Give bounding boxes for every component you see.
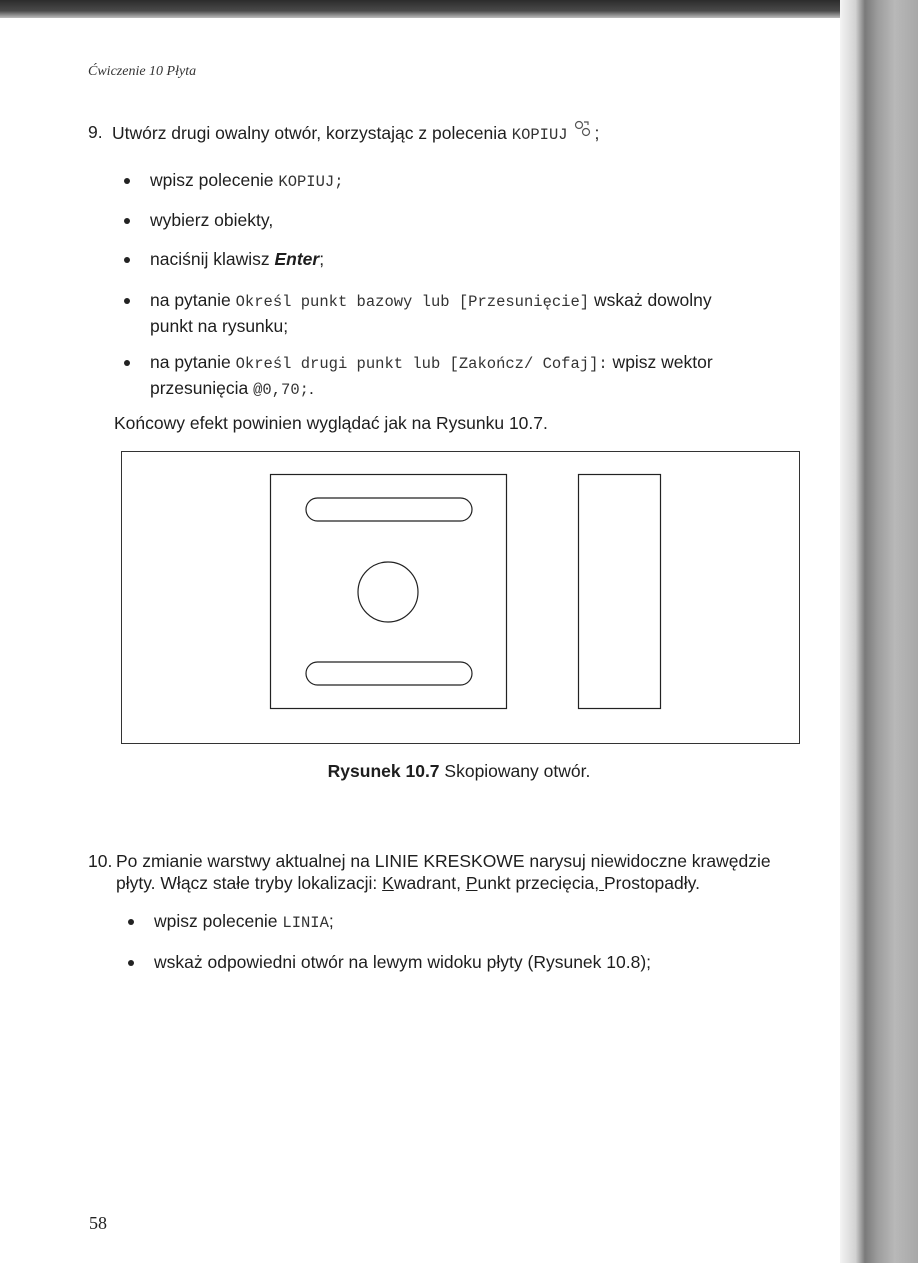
bullet-dot [124,218,130,224]
step-10-line2 [116,870,700,896]
page-top-edge [0,0,918,18]
mode-kwadrant: wadrant, [393,873,466,893]
list-item [150,247,324,271]
list-item [154,909,334,935]
list-item [150,168,344,194]
step-text [112,119,599,148]
round-hole [358,562,418,622]
plate-side-view [579,475,661,709]
hotkey-p: P [465,873,478,893]
item-text-line2: przesunięcia [150,378,254,398]
item-command: LINIA [282,914,329,932]
step-9-suffix: ; [594,123,600,143]
hotkey-k: K [382,873,394,893]
figure-caption [0,761,918,782]
bullet-dot [124,360,130,366]
item-vector: @0,70; [253,381,309,399]
item-text: wpisz polecenie [154,911,283,931]
caption-text: Skopiowany otwór. [439,761,591,781]
step-9-command: KOPIUJ [511,126,568,144]
step-number: 10. [88,851,113,871]
item-prompt: Określ punkt bazowy lub [Przesunięcie] [235,293,590,311]
item-text-end: wskaż dowolny [589,290,712,310]
item-text: na pytanie [150,352,236,372]
list-item [154,950,651,974]
oval-hole-top [306,498,472,521]
list-item [150,350,800,402]
running-header: Ćwiczenie 10 Płyta [88,64,197,79]
item-suffix: ; [328,911,334,931]
item-key: Enter [274,249,320,269]
item-command: KOPIUJ; [278,173,344,191]
bullet-dot [128,960,134,966]
item-prompt: Określ drugi punkt lub [Zakończ/ Cofaj]: [235,355,608,373]
step-10-line1: Po zmianie warstwy aktualnej na LINIE KRESKOWE narysuj niewidoczne krawędzie [116,851,771,871]
item-suffix: . [308,378,314,398]
page-number: 58 [89,1213,107,1233]
figure-drawing [121,451,801,745]
item-text: naciśnij klawisz [150,249,275,269]
step-number: 9. [88,122,103,142]
item-text: na pytanie [150,290,236,310]
step-9-text: Utwórz drugi owalny otwór, korzystając z polecenia [112,123,507,143]
oval-hole-copy [306,662,472,685]
bullet-dot [124,298,130,304]
list-item [150,208,273,232]
item-suffix: ; [319,249,325,269]
item-text-line2: punkt na rysunku; [150,316,289,336]
mode-prostopadly: Prostopadły. [603,873,700,893]
list-item [150,288,800,338]
result-text: Końcowy efekt powinien wyglądać jak na Rysunku 10.7. [114,413,548,433]
item-text: wybierz obiekty, [150,210,274,230]
bullet-dot [128,919,134,925]
caption-label: Rysunek 10.7 [327,761,440,781]
item-text-end: wpisz wektor [607,352,713,372]
step-10-line2-text: płyty. Włącz stałe tryby lokalizacji: [116,873,383,893]
mode-punkt-przeciecia: unkt przecięcia, [477,873,600,893]
item-text: wpisz polecenie [150,170,279,190]
bullet-dot [124,178,130,184]
figure-frame [122,452,800,744]
copy-icon [572,119,594,141]
item-text: wskaż odpowiedni otwór na lewym widoku płyty (Rysunek 10.8); [154,952,652,972]
book-binding-shadow [840,0,918,1263]
bullet-dot [124,257,130,263]
